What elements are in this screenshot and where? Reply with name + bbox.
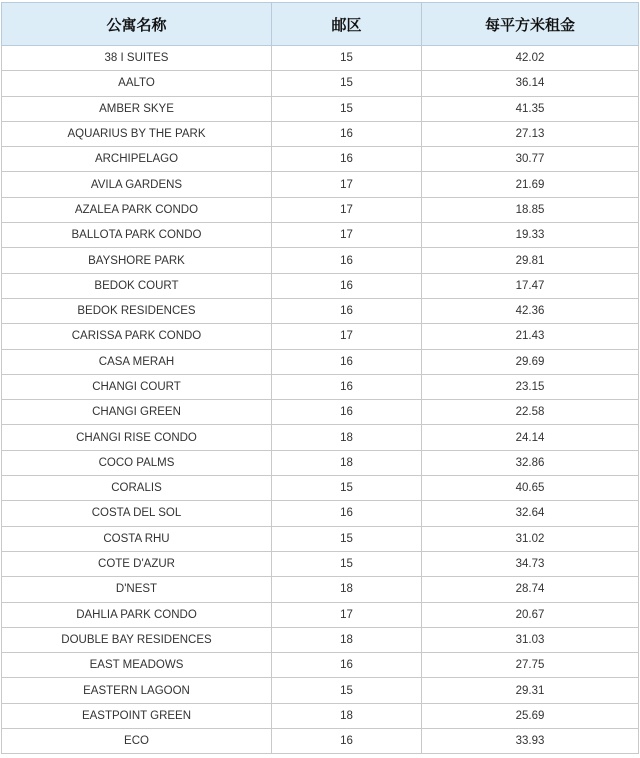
postal-district-cell: 15 — [272, 551, 422, 576]
apartment-name-cell: D'NEST — [2, 577, 272, 602]
postal-district-cell: 18 — [272, 425, 422, 450]
rent-cell: 17.47 — [422, 273, 639, 298]
postal-district-cell: 16 — [272, 147, 422, 172]
apartment-name-cell: COSTA RHU — [2, 526, 272, 551]
header-row — [2, 3, 639, 46]
apartment-name-cell: EAST MEADOWS — [2, 653, 272, 678]
table-row — [2, 374, 639, 399]
postal-district-cell: 16 — [272, 653, 422, 678]
table-row — [2, 678, 639, 703]
rent-cell: 41.35 — [422, 96, 639, 121]
table-row — [2, 197, 639, 222]
postal-district-cell: 16 — [272, 729, 422, 754]
apartment-name-cell: DAHLIA PARK CONDO — [2, 602, 272, 627]
rent-cell: 20.67 — [422, 602, 639, 627]
rent-cell: 42.36 — [422, 298, 639, 323]
apartment-name-cell: AMBER SKYE — [2, 96, 272, 121]
apartment-name-cell: BEDOK RESIDENCES — [2, 298, 272, 323]
rent-cell: 31.03 — [422, 627, 639, 652]
rent-cell: 36.14 — [422, 71, 639, 96]
apartment-name-cell: CASA MERAH — [2, 349, 272, 374]
rent-cell: 33.93 — [422, 729, 639, 754]
postal-district-cell: 15 — [272, 678, 422, 703]
header-apartment-name: 公寓名称 — [2, 3, 272, 46]
rent-cell: 28.74 — [422, 577, 639, 602]
postal-district-cell: 16 — [272, 121, 422, 146]
apartment-name-cell: CHANGI RISE CONDO — [2, 425, 272, 450]
table-row — [2, 324, 639, 349]
rent-cell: 27.75 — [422, 653, 639, 678]
table-row — [2, 248, 639, 273]
table-row — [2, 476, 639, 501]
apartment-name-cell: BEDOK COURT — [2, 273, 272, 298]
postal-district-cell: 16 — [272, 273, 422, 298]
table-row — [2, 577, 639, 602]
postal-district-cell: 18 — [272, 627, 422, 652]
apartment-name-cell: ECO — [2, 729, 272, 754]
postal-district-cell: 17 — [272, 172, 422, 197]
apartment-name-cell: AALTO — [2, 71, 272, 96]
rent-cell: 30.77 — [422, 147, 639, 172]
table-row — [2, 602, 639, 627]
table-row — [2, 400, 639, 425]
rent-cell: 32.86 — [422, 450, 639, 475]
postal-district-cell: 15 — [272, 71, 422, 96]
apartment-name-cell: AZALEA PARK CONDO — [2, 197, 272, 222]
header-postal-district: 邮区 — [272, 3, 422, 46]
rent-cell: 24.14 — [422, 425, 639, 450]
rent-cell: 19.33 — [422, 223, 639, 248]
rent-cell: 21.69 — [422, 172, 639, 197]
apartment-name-cell: EASTERN LAGOON — [2, 678, 272, 703]
apartment-name-cell: COSTA DEL SOL — [2, 501, 272, 526]
apartment-name-cell: BAYSHORE PARK — [2, 248, 272, 273]
apartment-name-cell: CORALIS — [2, 476, 272, 501]
apartment-name-cell: ARCHIPELAGO — [2, 147, 272, 172]
rent-cell: 22.58 — [422, 400, 639, 425]
postal-district-cell: 16 — [272, 501, 422, 526]
table-row — [2, 703, 639, 728]
postal-district-cell: 15 — [272, 96, 422, 121]
apartment-name-cell: CHANGI COURT — [2, 374, 272, 399]
table-row — [2, 729, 639, 754]
header-rent-per-sqm: 每平方米租金 — [422, 3, 639, 46]
rent-cell: 29.81 — [422, 248, 639, 273]
rent-cell: 25.69 — [422, 703, 639, 728]
apartment-name-cell: AVILA GARDENS — [2, 172, 272, 197]
apartment-name-cell: CARISSA PARK CONDO — [2, 324, 272, 349]
rent-cell: 23.15 — [422, 374, 639, 399]
table-row — [2, 653, 639, 678]
table-row — [2, 425, 639, 450]
table-row — [2, 298, 639, 323]
rent-cell: 29.31 — [422, 678, 639, 703]
postal-district-cell: 15 — [272, 526, 422, 551]
table-row — [2, 147, 639, 172]
rent-cell: 29.69 — [422, 349, 639, 374]
table-body — [2, 46, 639, 754]
table-row — [2, 450, 639, 475]
postal-district-cell: 16 — [272, 248, 422, 273]
postal-district-cell: 17 — [272, 197, 422, 222]
table-row — [2, 273, 639, 298]
rent-cell: 42.02 — [422, 46, 639, 71]
rent-cell: 40.65 — [422, 476, 639, 501]
rent-cell: 18.85 — [422, 197, 639, 222]
table-row — [2, 349, 639, 374]
rent-cell: 31.02 — [422, 526, 639, 551]
apartment-name-cell: COCO PALMS — [2, 450, 272, 475]
table-row — [2, 71, 639, 96]
apartment-name-cell: 38 I SUITES — [2, 46, 272, 71]
table-row — [2, 551, 639, 576]
rent-cell: 27.13 — [422, 121, 639, 146]
table-row — [2, 96, 639, 121]
apartment-name-cell: COTE D'AZUR — [2, 551, 272, 576]
rent-cell: 21.43 — [422, 324, 639, 349]
postal-district-cell: 16 — [272, 298, 422, 323]
postal-district-cell: 17 — [272, 324, 422, 349]
apartment-name-cell: DOUBLE BAY RESIDENCES — [2, 627, 272, 652]
postal-district-cell: 17 — [272, 223, 422, 248]
postal-district-cell: 18 — [272, 450, 422, 475]
rent-table — [1, 2, 639, 754]
postal-district-cell: 18 — [272, 703, 422, 728]
postal-district-cell: 16 — [272, 349, 422, 374]
apartment-name-cell: AQUARIUS BY THE PARK — [2, 121, 272, 146]
apartment-name-cell: EASTPOINT GREEN — [2, 703, 272, 728]
table-row — [2, 627, 639, 652]
table-row — [2, 46, 639, 71]
table-row — [2, 526, 639, 551]
table-row — [2, 172, 639, 197]
postal-district-cell: 16 — [272, 400, 422, 425]
apartment-name-cell: BALLOTA PARK CONDO — [2, 223, 272, 248]
postal-district-cell: 15 — [272, 46, 422, 71]
apartment-name-cell: CHANGI GREEN — [2, 400, 272, 425]
rent-cell: 32.64 — [422, 501, 639, 526]
postal-district-cell: 17 — [272, 602, 422, 627]
table-row — [2, 121, 639, 146]
table-header — [2, 3, 639, 46]
postal-district-cell: 15 — [272, 476, 422, 501]
rent-cell: 34.73 — [422, 551, 639, 576]
table-row — [2, 501, 639, 526]
postal-district-cell: 16 — [272, 374, 422, 399]
postal-district-cell: 18 — [272, 577, 422, 602]
table-row — [2, 223, 639, 248]
